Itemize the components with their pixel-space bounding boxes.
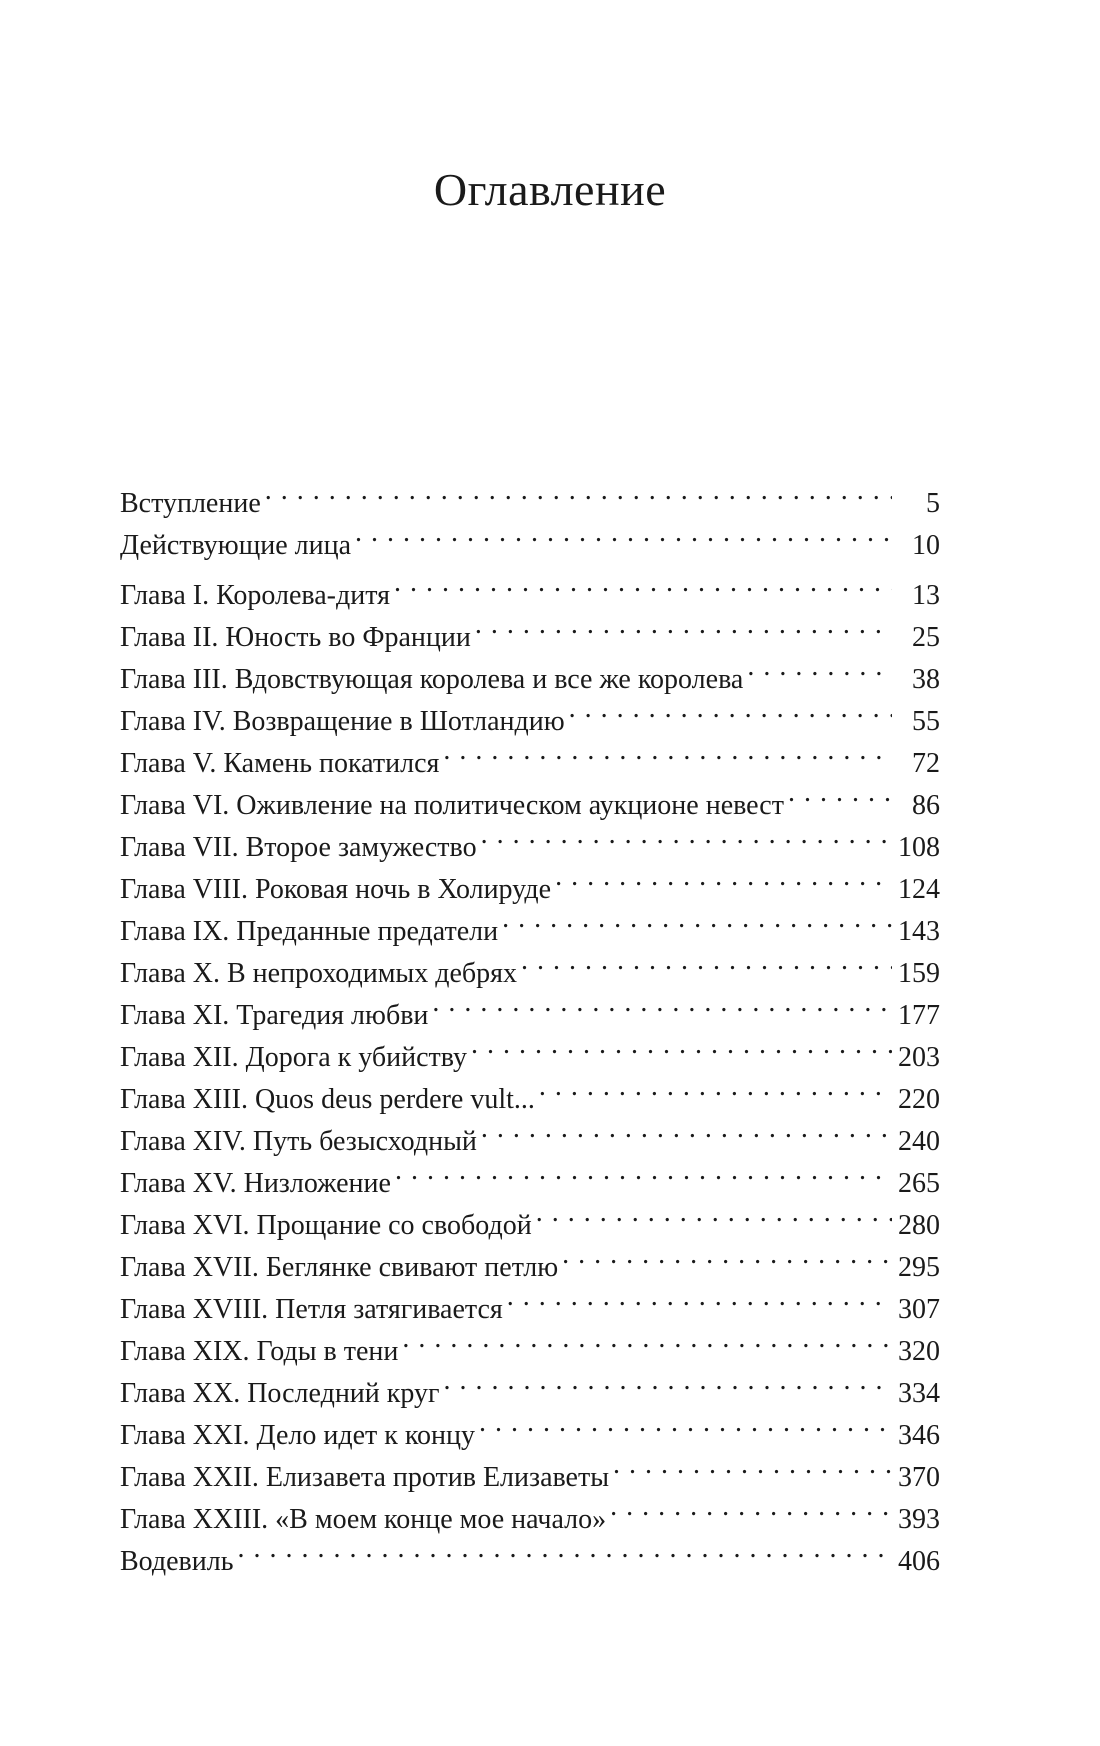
toc-entry-page-number: 108: [898, 832, 940, 863]
toc-entry-page-number: 220: [898, 1084, 940, 1115]
toc-entry-page-number: 280: [898, 1210, 940, 1241]
toc-dot-leader: [507, 1276, 892, 1318]
toc-entry-page-number: 13: [912, 580, 940, 611]
toc-entry-page-number: 203: [898, 1042, 940, 1073]
toc-dot-leader: [402, 1318, 892, 1360]
toc-entry-page-number: 124: [898, 874, 940, 905]
toc-entry-label: Вступление: [120, 488, 261, 519]
toc-dot-leader: [471, 1024, 892, 1066]
toc-entry-label: Глава XXII. Елизавета против Елизаветы: [120, 1462, 610, 1493]
toc-entry-page-number: 25: [912, 622, 940, 653]
toc-dot-leader: [355, 512, 892, 554]
toc-dot-leader: [265, 470, 892, 512]
toc-entry-label: Глава VII. Второе замужество: [120, 832, 477, 863]
toc-entry-page-number: 307: [898, 1294, 940, 1325]
toc-dot-leader: [788, 772, 892, 814]
table-of-contents: [120, 470, 940, 1577]
toc-dot-leader: [521, 940, 892, 982]
toc-entry-label: Глава XXIII. «В моем конце мое начало»: [120, 1504, 607, 1535]
toc-dot-leader: [481, 814, 892, 856]
toc-entry-page-number: 38: [912, 664, 940, 695]
toc-entry-label: Глава III. Вдовствующая королева и все же королева: [120, 664, 744, 695]
toc-entry-page-number: 346: [898, 1420, 940, 1451]
toc-entry-label: Глава VI. Оживление на политическом аукционе невест: [120, 790, 784, 821]
toc-dot-leader: [432, 982, 892, 1024]
toc-dot-leader: [502, 898, 892, 940]
toc-dot-leader: [613, 1444, 892, 1486]
toc-entry-label: Глава XII. Дорога к убийству: [120, 1042, 468, 1073]
toc-dot-leader: [536, 1192, 892, 1234]
toc-entry-label: Глава XVII. Беглянке свивают петлю: [120, 1252, 559, 1283]
toc-entry-page-number: 240: [898, 1126, 940, 1157]
toc-entry-label: Глава IV. Возвращение в Шотландию: [120, 706, 565, 737]
toc-dot-leader: [238, 1528, 893, 1570]
toc-entry[interactable]: [120, 470, 940, 519]
toc-entry-label: Глава IX. Преданные предатели: [120, 916, 499, 947]
toc-dot-leader: [539, 1066, 892, 1108]
toc-dot-leader: [395, 1150, 892, 1192]
toc-entry-page-number: 177: [898, 1000, 940, 1031]
toc-dot-leader: [444, 1360, 893, 1402]
toc-entry-label: Глава XV. Низложение: [120, 1168, 391, 1199]
toc-dot-leader: [475, 604, 892, 646]
toc-entry[interactable]: [120, 1528, 940, 1577]
toc-entry-page-number: 10: [912, 530, 940, 561]
toc-entry-page-number: 159: [898, 958, 940, 989]
toc-entry-page-number: 295: [898, 1252, 940, 1283]
toc-entry-page-number: 320: [898, 1336, 940, 1367]
toc-entry-page-number: 334: [898, 1378, 940, 1409]
toc-entry-page-number: 5: [926, 488, 940, 519]
toc-dot-leader: [479, 1402, 892, 1444]
toc-entry-label: Глава XIII. Quos deus perdere vult...: [120, 1084, 535, 1115]
toc-entry-page-number: 55: [912, 706, 940, 737]
toc-entry-label: Глава XIV. Путь безысходный: [120, 1126, 477, 1157]
toc-dot-leader: [569, 688, 892, 730]
toc-dot-leader: [562, 1234, 892, 1276]
toc-entry-label: Глава I. Королева-дитя: [120, 580, 390, 611]
toc-entry-label: Водевиль: [120, 1546, 234, 1577]
toc-dot-leader: [610, 1486, 892, 1528]
toc-dot-leader: [747, 646, 892, 688]
toc-entry-label: Глава II. Юность во Франции: [120, 622, 471, 653]
toc-entry-page-number: 370: [898, 1462, 940, 1493]
toc-entry-label: Глава XVI. Прощание со свободой: [120, 1210, 532, 1241]
toc-entry-page-number: 393: [898, 1504, 940, 1535]
toc-entry-label: Глава XXI. Дело идет к концу: [120, 1420, 476, 1451]
toc-entry-label: Глава XX. Последний круг: [120, 1378, 440, 1409]
toc-entry[interactable]: [120, 562, 940, 611]
toc-entry-page-number: 265: [898, 1168, 940, 1199]
toc-dot-leader: [555, 856, 892, 898]
page-title: Оглавление: [433, 164, 667, 215]
toc-entry-page-number: 86: [912, 790, 940, 821]
toc-entry-label: Глава XVIII. Петля затягивается: [120, 1294, 503, 1325]
toc-entry-label: Глава VIII. Роковая ночь в Холируде: [120, 874, 552, 905]
toc-entry-page-number: 143: [898, 916, 940, 947]
toc-entry-page-number: 72: [912, 748, 940, 779]
toc-entry-page-number: 406: [898, 1546, 940, 1577]
toc-entry-label: Действующие лица: [120, 530, 352, 561]
toc-entry-label: Глава X. В непроходимых дебрях: [120, 958, 518, 989]
toc-entry-label: Глава V. Камень покатился: [120, 748, 440, 779]
toc-dot-leader: [481, 1108, 892, 1150]
toc-dot-leader: [394, 562, 892, 604]
toc-dot-leader: [443, 730, 892, 772]
toc-entry-label: Глава XIX. Годы в тени: [120, 1336, 399, 1367]
toc-entry-label: Глава XI. Трагедия любви: [120, 1000, 429, 1031]
